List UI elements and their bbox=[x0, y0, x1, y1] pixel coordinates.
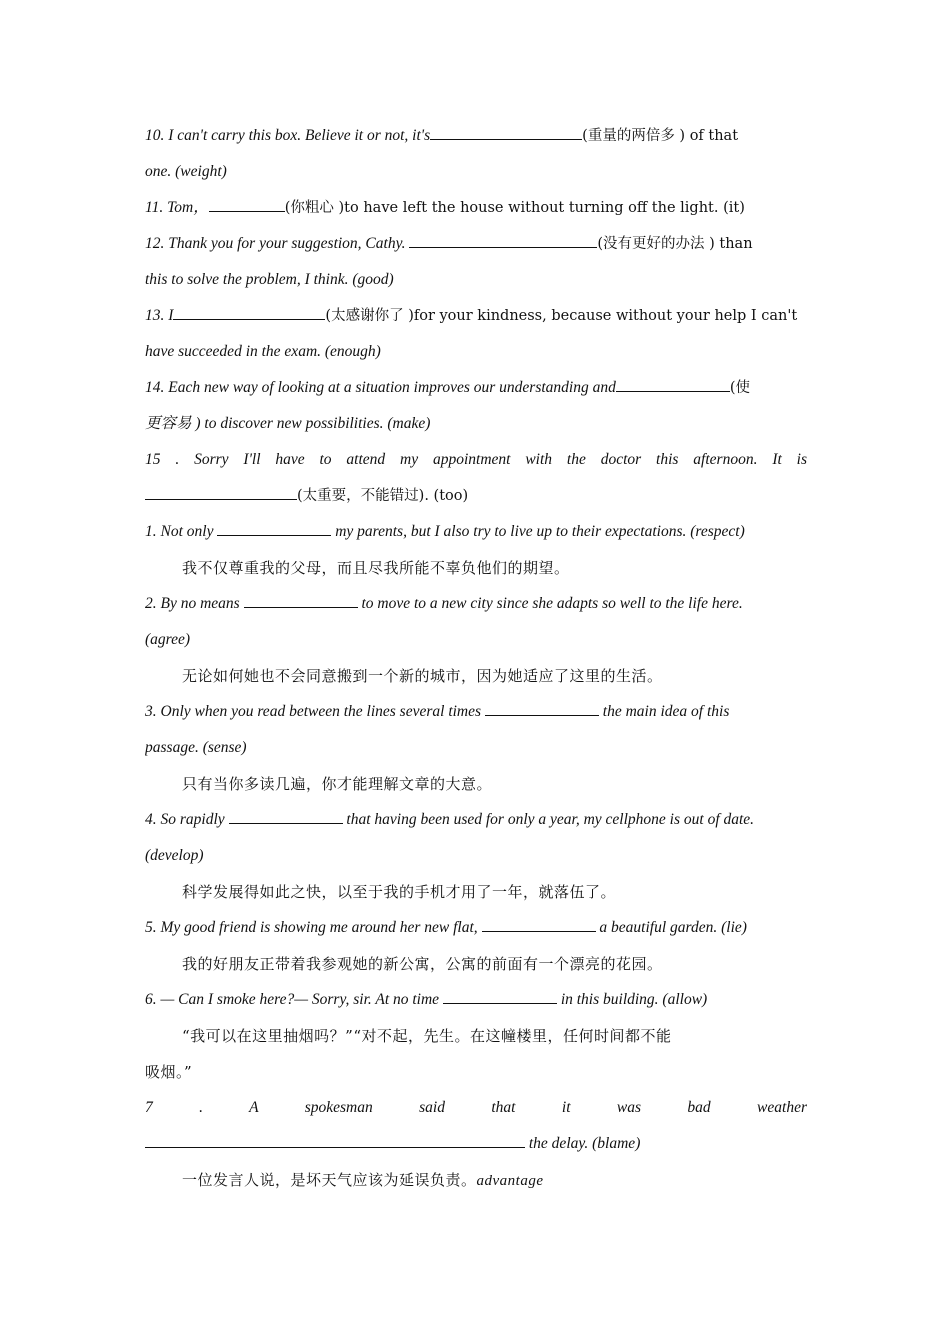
exercise-content bbox=[145, 118, 807, 1198]
answer-blank[interactable] bbox=[145, 1133, 525, 1148]
question-12-line-1: 12. Thank you for your suggestion, Cathy. (没有更好的办法 ) than bbox=[145, 235, 753, 252]
part2-question-3-translation: 只有当你多读几遍，你才能理解文章的大意。 bbox=[182, 775, 493, 793]
answer-blank[interactable] bbox=[482, 917, 596, 932]
answer-blank[interactable] bbox=[409, 233, 597, 248]
part2-question-2-translation: 无论如何她也不会同意搬到一个新的城市，因为她适应了这里的生活。 bbox=[182, 667, 663, 685]
question-11-line: 11. Tom， (你粗心 )to have left the house without turning off the light. (it) bbox=[145, 199, 745, 216]
part2-question-7-line-2: the delay. (blame) bbox=[145, 1126, 807, 1162]
part2-question-5-line: 5. My good friend is showing me around her new flat, a beautiful garden. (lie) bbox=[145, 919, 747, 936]
answer-blank[interactable] bbox=[217, 521, 331, 536]
question-14-line-2: 更容易 ) to discover new possibilities. (make) bbox=[145, 415, 431, 432]
part2-question-6-translation-1: “我可以在这里抽烟吗？”“对不起，先生。在这幢楼里，任何时间都不能 bbox=[182, 1027, 672, 1045]
answer-blank[interactable] bbox=[443, 989, 557, 1004]
part2-question-3-line-1: 3. Only when you read between the lines several times the main idea of this bbox=[145, 703, 730, 720]
part2-question-1-translation: 我不仅尊重我的父母，而且尽我所能不辜负他们的期望。 bbox=[182, 559, 570, 577]
question-14-line-1: 14. Each new way of looking at a situation improves our understanding and (使 bbox=[145, 379, 751, 396]
question-12-line-2: this to solve the problem, I think. (good) bbox=[145, 271, 394, 288]
answer-blank[interactable] bbox=[145, 485, 297, 500]
question-13-line-1: 13. I (太感谢你了 )for your kindness, because without your help I can't bbox=[145, 307, 798, 324]
answer-blank[interactable] bbox=[244, 593, 358, 608]
part2-question-7-line-1: 7 . A spokesman said that it was bad weather bbox=[145, 1099, 807, 1116]
question-10-line-2: one. (weight) bbox=[145, 163, 227, 180]
question-15-line-1: 15 . Sorry I'll have to attend my appointment with the doctor this afternoon. It is bbox=[145, 451, 807, 468]
answer-blank[interactable] bbox=[173, 305, 325, 320]
part2-question-4-line-1: 4. So rapidly that having been used for only a year, my cellphone is out of date. bbox=[145, 811, 755, 828]
part2-question-2-line-2: (agree) bbox=[145, 631, 191, 648]
part2-question-7-translation: 一位发言人说，是坏天气应该为延误负责。advantage bbox=[182, 1171, 544, 1189]
part2-question-2-line-1: 2. By no means to move to a new city since she adapts so well to the life here. bbox=[145, 595, 743, 612]
part2-question-4-line-2: (develop) bbox=[145, 847, 204, 864]
part2-question-4-translation: 科学发展得如此之快，以至于我的手机才用了一年，就落伍了。 bbox=[182, 883, 617, 901]
part2-question-6-line: 6. — Can I smoke here?— Sorry, sir. At no time in this building. (allow) bbox=[145, 991, 708, 1008]
part2-question-6-translation-2: 吸烟。” bbox=[145, 1063, 193, 1081]
question-10-line-1: 10. I can't carry this box. Believe it or not, it's (重量的两倍多 ) of that bbox=[145, 127, 739, 144]
answer-blank[interactable] bbox=[209, 197, 285, 212]
answer-blank[interactable] bbox=[485, 701, 599, 716]
part2-question-5-translation: 我的好朋友正带着我参观她的新公寓，公寓的前面有一个漂亮的花园。 bbox=[182, 955, 663, 973]
part2-question-1-line: 1. Not only my parents, but I also try to live up to their expectations. (respect) bbox=[145, 523, 745, 540]
question-15-line-2: (太重要，不能错过). (too) bbox=[145, 478, 807, 514]
answer-blank[interactable] bbox=[430, 125, 582, 140]
question-13-line-2: have succeeded in the exam. (enough) bbox=[145, 343, 381, 360]
part2-question-3-line-2: passage. (sense) bbox=[145, 739, 247, 756]
answer-blank[interactable] bbox=[229, 809, 343, 824]
answer-blank[interactable] bbox=[616, 377, 730, 392]
